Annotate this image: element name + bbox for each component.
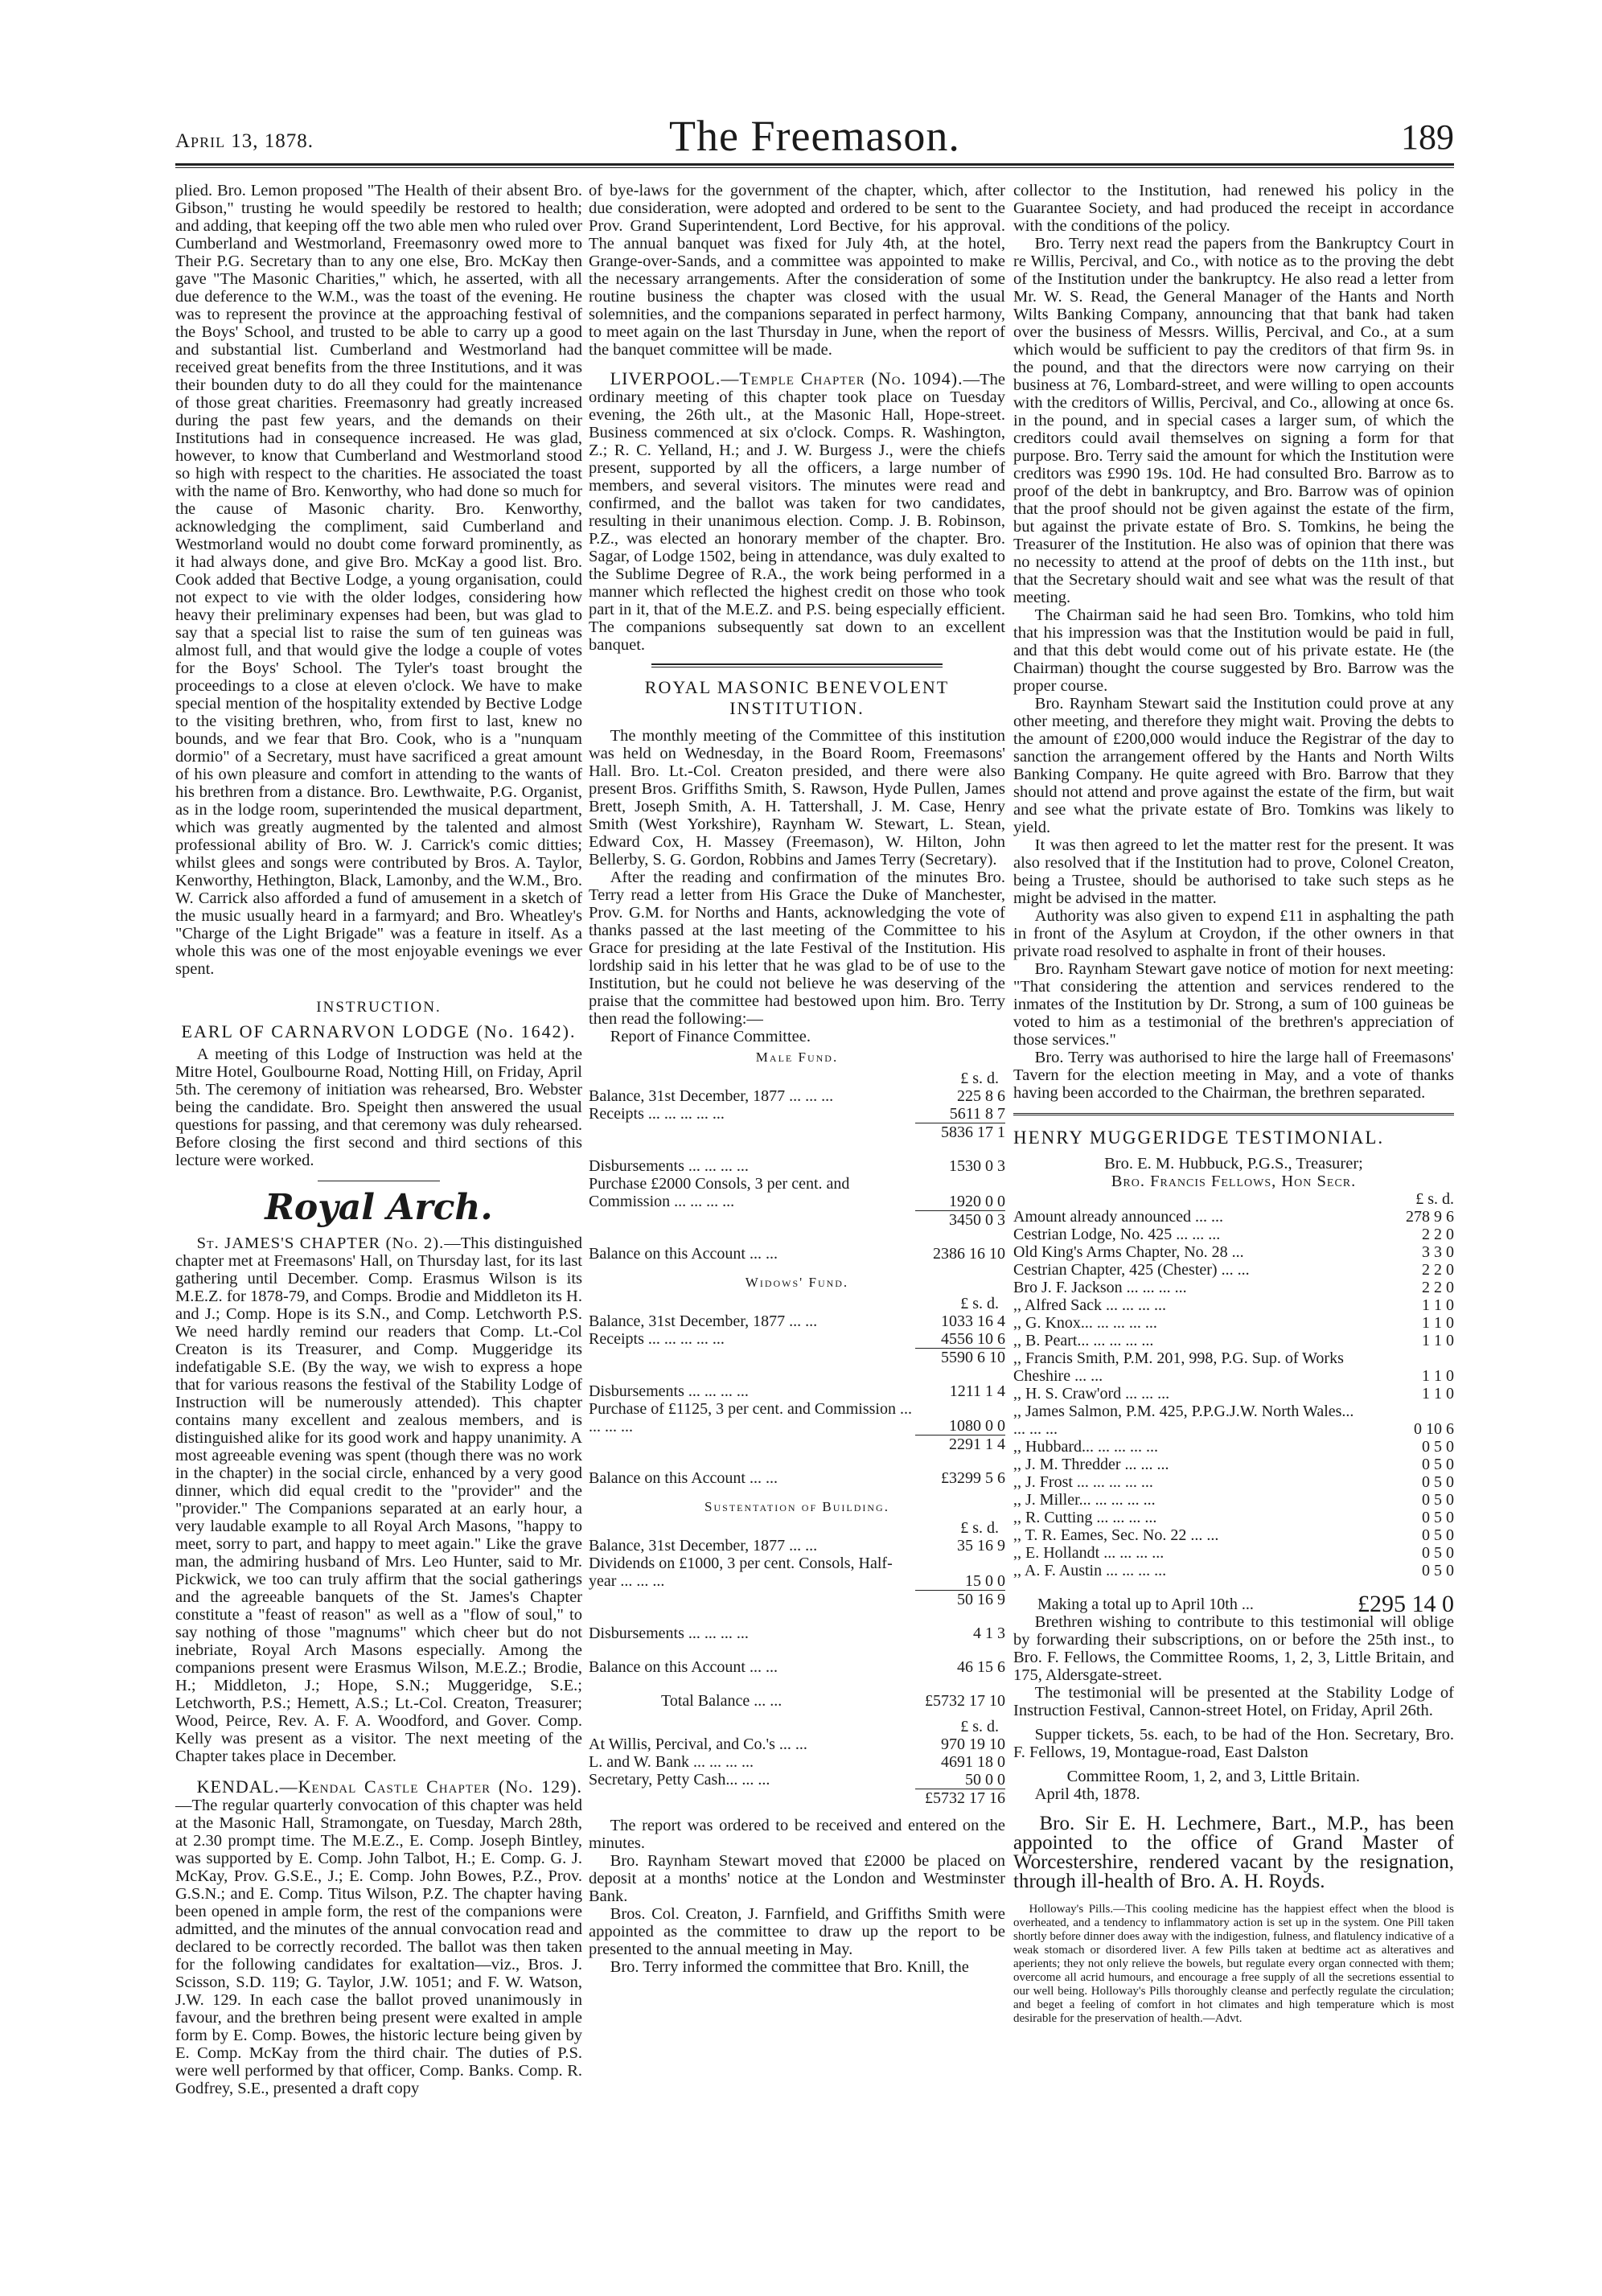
issue-date: April 13, 1878. bbox=[175, 130, 314, 152]
table-row: ,, Alfred Sack ... ... ... ... 1 1 0 bbox=[1013, 1296, 1454, 1314]
rmbi-paragraph: The Chairman said he had seen Bro. Tomkins, who told him that his impression was that the Institution would be paid in full, and that this debt would come out of his private estate. He (the Chairman) thought the course suggested by Bro. Barrow was the proper course. bbox=[1013, 606, 1454, 695]
holloway-advertisement: Holloway's Pills.—This cooling medicine has the happiest effect when the blood is overheated, and a tendency to inflammatory action is set up in the system. One Pill taken shortly before dinner does away with the indigestion, fulness, and flatulency indicative of a weak stomach or disordered liver. A few Pills taken at bedtime act as alteratives and aperients; they not only relieve the bowels, but regulate every organ connected with them; overcome all acrid humours, and encourage a free supply of all the secretions essential to our well being. Holloway's Pills thoroughly cleanse and perfectly regulate the circulation; and beget a feeling of comfort in hot climates and high temperature which is most desirable for the preservation of health.—Advt. bbox=[1013, 1903, 1454, 2025]
rmbi-after-1: The report was ordered to be received and entered on the minutes. bbox=[589, 1816, 1005, 1852]
subtotal-row: 50 16 9 bbox=[589, 1590, 1005, 1608]
testimonial-text: The testimonial will be presented at the Stability Lodge of Instruction Festival, Cannon-street Hotel, on Friday, April 26th. bbox=[1013, 1684, 1454, 1719]
kendal-heading: KENDAL.—Kendal Castle Chapter (No. 129). bbox=[196, 1776, 582, 1797]
table-row: Receipts ... ... ... ... ... 5611 8 7 bbox=[589, 1105, 1005, 1123]
treasurer-line: Bro. E. M. Hubbuck, P.G.S., Treasurer; bbox=[1104, 1155, 1363, 1173]
table-row: ,, B. Peart... ... ... ... ... 1 1 0 bbox=[1013, 1332, 1454, 1349]
table-row: At Willis, Percival, and Co.'s ... ... 970 19 10 bbox=[589, 1735, 1005, 1753]
subtotal-row: 2291 1 4 bbox=[589, 1436, 1005, 1454]
currency-header: £ s. d. bbox=[960, 1519, 999, 1537]
double-rule bbox=[651, 663, 943, 667]
table-row: Disbursements ... ... ... ... 4 1 3 bbox=[589, 1624, 1005, 1642]
rmbi-paragraph: Bro. Raynham Stewart said the Institution could prove at any other meeting, and therefore they might wait. Proving the debts to the amount of £200,000 would induce the Registrar of the day to sanction the arrangement offered by the Hants and North Wilts Banking Company. He quite agreed with Bro. Barrow that they should not attend and prove against the estate of the firm, but wait and see what the private estate of Bro. Tomkins was likely to yield. bbox=[1013, 695, 1454, 836]
table-row: Receipts ... ... ... ... ... 4556 10 6 bbox=[589, 1329, 1005, 1348]
testimonial-table bbox=[1013, 1208, 1454, 1617]
rmbi-paragraph-1: The monthly meeting of the Committee of this institution was held on Wednesday, in the Board Room, Freemasons' Hall. Bro. Lt.-Col. Creaton presided, and there were also present Bros. Griffiths Smith, S. Rawson, Hyde Pullen, James Brett, Joseph Smith, A. H. Tattershall, J. M. Case, Henry Smith (West Yorkshire), Raynham W. Stewart, L. Stean, Edward Cox, H. Massey (Freemason), W. Hilton, John Bellerby, S. G. Gordon, Robbins and James Terry (Secretary). bbox=[589, 727, 1005, 869]
column-1 bbox=[175, 182, 582, 2097]
table-row: Cestrian Chapter, 425 (Chester) ... ... 2 2 0 bbox=[1013, 1261, 1454, 1279]
rmbi-paragraph: It was then agreed to let the matter rest for the present. It was also resolved that if the Institution had to prove, Colonel Creaton, being a Trustee, should be authorised to take such steps as he might be advised in the matter. bbox=[1013, 836, 1454, 907]
subtotal-row: £5732 17 16 bbox=[589, 1789, 1005, 1807]
rmbi-paragraph: Authority was also given to expend £11 in asphalting the path in front of the Asylum at Croydon, if the other owners in that private road resolved to asphalte in front of their houses. bbox=[1013, 907, 1454, 960]
newspaper-title: The Freemason. bbox=[669, 112, 960, 160]
table-row: ,, J. Miller... ... ... ... ... 0 5 0 bbox=[1013, 1491, 1454, 1509]
subtotal-row: 5590 6 10 bbox=[589, 1348, 1005, 1366]
carnarvon-text: A meeting of this Lodge of Instruction was held at the Mitre Hotel, Goulbourne Road, Notting Hill, on Friday, April 5th. The ceremony of initiation was rehearsed, Bro. Webster being the candidate. Bro. Speight then answered the usual questions for passing, and that ceremony was duly rehearsed. Before closing the first second and third sections of this lecture were worked. bbox=[175, 1045, 582, 1169]
total-row: Making a total up to April 10th ... £295 14 0 bbox=[1037, 1591, 1454, 1617]
kendal-continuation: of bye-laws for the government of the chapter, which, after due consideration, were adopted and ordered to be sent to the Prov. Grand Superintendent, Lord Bective, for his approval. The annual banquet was fixed for July 4th, at the hotel, Grange-over-Sands, and a committee was appointed to make the necessary arrangements. After the consideration of some routine business the chapter was closed with the usual solemnities, and the companions separated in perfect harmony, to meet again on the last Thursday in June, when the report of the banquet committee will be made. bbox=[589, 182, 1005, 359]
balance-row: Balance on this Account ... ... 46 15 6 bbox=[589, 1657, 1005, 1676]
double-rule bbox=[1013, 1113, 1454, 1118]
table-row: ,, G. Knox... ... ... ... ... 1 1 0 bbox=[1013, 1314, 1454, 1332]
instruction-heading: INSTRUCTION. bbox=[316, 999, 442, 1016]
table-row: Old King's Arms Chapter, No. 28 ... 3 3 0 bbox=[1013, 1243, 1454, 1261]
masthead-rule-thin bbox=[175, 167, 1454, 168]
table-row: ,, Francis Smith, P.M. 201, 998, P.G. Sup. of Works Cheshire ... ... 1 1 0 bbox=[1013, 1349, 1454, 1385]
column-3 bbox=[1013, 182, 1454, 2026]
widows-fund-table bbox=[589, 1312, 1005, 1488]
table-row: Disbursements ... ... ... ... 1211 1 4 bbox=[589, 1382, 1005, 1400]
report-label: Report of Finance Committee. bbox=[610, 1028, 811, 1045]
currency-header: £ s. d. bbox=[960, 1294, 999, 1312]
lechmere-notice: Bro. Sir E. H. Lechmere, Bart., M.P., has been appointed to the office of Grand Master of Worcestershire, rendered vacant by the resignation, through ill-health of Bro. A. H. Royds. bbox=[1013, 1813, 1454, 1892]
male-fund-table bbox=[589, 1087, 1005, 1263]
carnarvon-heading: EARL OF CARNARVON LODGE (No. 1642). bbox=[181, 1021, 577, 1041]
rmbi-paragraph-2: After the reading and confirmation of the minutes Bro. Terry read a letter from His Grace the Duke of Manchester, Prov. G.M. for Norths and Hants, acknowledging the vote of thanks passed at the last meeting of the Committee to his Grace for presiding at the late Festival of the Institution. His lordship said in his letter that he was glad to be of use to the Institution, but he could not believe he was deserving of the praise that the committee had bestowed upon him. Bro. Terry then read the following:— bbox=[589, 869, 1005, 1028]
table-row: Dividends on £1000, 3 per cent. Consols, Half-year ... ... ... 15 0 0 bbox=[589, 1555, 1005, 1590]
table-row: ,, H. S. Craw'ord ... ... ... 1 1 0 bbox=[1013, 1385, 1454, 1403]
table-row: Balance, 31st December, 1877 ... ... ... 225 8 6 bbox=[589, 1087, 1005, 1105]
masthead-rule bbox=[175, 163, 1454, 166]
testimonial-date: April 4th, 1878. bbox=[1034, 1785, 1140, 1803]
secretary-line: Bro. Francis Fellows, Hon Secr. bbox=[1111, 1173, 1357, 1190]
currency-header: £ s. d. bbox=[960, 1070, 999, 1087]
table-row: Balance, 31st December, 1877 ... ... 35 16 9 bbox=[589, 1537, 1005, 1555]
total-balance-row: Total Balance ... ... £5732 17 10 bbox=[661, 1691, 1005, 1710]
balance-row: Balance on this Account ... ... 2386 16 10 bbox=[589, 1244, 1005, 1263]
table-row: ,, E. Hollandt ... ... ... ... 0 5 0 bbox=[1013, 1544, 1454, 1562]
bank-table bbox=[589, 1735, 1005, 1807]
testimonial-text: Supper tickets, 5s. each, to be had of the Hon. Secretary, Bro. F. Fellows, 19, Montague-road, East Dalston bbox=[1013, 1726, 1454, 1761]
subtotal-row: 3450 0 3 bbox=[589, 1210, 1005, 1229]
table-row: Secretary, Petty Cash... ... ... 50 0 0 bbox=[589, 1770, 1005, 1789]
table-row: Bro J. F. Jackson ... ... ... ... 2 2 0 bbox=[1013, 1279, 1454, 1296]
table-row: Purchase of £1125, 3 per cent. and Commission ... ... ... ... 1080 0 0 bbox=[589, 1399, 1005, 1436]
liverpool-text: —The ordinary meeting of this chapter took place on Tuesday evening, the 26th ult., at the Masonic Hall, Hope-street. Business commenced at six o'clock. Comps. R. Washington, Z.; R. C. Yelland, H.; and J. W. Burgess J., were the chiefs present, supported by all the officers, a large number of members, and several visitors. The minutes were read and confirmed, and the ballot was taken for two candidates, resulting in their unanimous election. Comp. J. B. Robinson, P.Z., was elected an honorary member of the chapter. Bro. Sagar, of Lodge 1502, being in attendance, was duly exalted to the Sublime Degree of R.A., the work being performed in a manner which reflected the highest credit on those who took part in it, that of the M.E.Z. and P.S. being especially efficient. The companions subsequently sat down to an excellent banquet. bbox=[589, 371, 1005, 654]
column-2 bbox=[589, 182, 1005, 1976]
currency-header: £ s. d. bbox=[1415, 1190, 1454, 1208]
royal-arch-heading: Royal Arch. bbox=[265, 1187, 493, 1228]
table-row: ,, R. Cutting ... ... ... ... 0 5 0 bbox=[1013, 1509, 1454, 1526]
masthead bbox=[175, 113, 1454, 161]
balance-row: Balance on this Account ... ... £3299 5 6 bbox=[589, 1469, 1005, 1487]
table-row: ,, J. Frost ... ... ... ... ... 0 5 0 bbox=[1013, 1473, 1454, 1491]
testimonial-text: Committee Room, 1, 2, and 3, Little Britain. bbox=[1066, 1768, 1361, 1785]
widows-fund-heading: Widows' Fund. bbox=[745, 1274, 849, 1290]
table-row: ,, J. M. Thredder ... ... ... 0 5 0 bbox=[1013, 1456, 1454, 1473]
st-james-heading: St. JAMES'S CHAPTER (No. 2). bbox=[196, 1234, 445, 1252]
kendal-text: —The regular quarterly convocation of this chapter was held at the Masonic Hall, Stramongate, on Tuesday, March 28th, at 2.30 prompt time. The M.E.Z., E. Comp. Joseph Bintley, was supported by E. Comp. John Talbot, H.; E. Comp. G. J. McKay, Prov. G.S.E., J.; E. Comp. John Bowes, P.Z., Prov. G.S.N.; and E. Comp. Titus Wilson, P.Z. The chapter having been opened in ample form, the rest of the companions were admitted, and the minutes of the annual convocation read and declared to be correctly recorded. The ballot was then taken for the following candidates for exaltation—viz., Bros. J. Scisson, S.D. 119; G. Taylor, J.W. 1051; and F. W. Watson, J.W. 129. In each case the ballot proved unanimously in favour, and the brethren being present were exalted in ample form by E. Comp. Bowes, the historic lecture being given by E. Comp. McKay from the third chair. The duties of P.S. were well performed by that officer, Comp. Banks. Comp. R. Godfrey, S.E., presented a draft copy bbox=[175, 1797, 582, 2097]
rmbi-after-2: Bro. Raynham Stewart moved that £2000 be placed on deposit at a months' notice at the London and Westminster Bank. bbox=[589, 1851, 1005, 1905]
rmbi-paragraph: Bro. Raynham Stewart gave notice of motion for next meeting: "That considering the attention and services rendered to the inmates of the Institution by Dr. Strong, a sum of 100 guineas be voted to him as a testimonial of the brethren's appreciation of those services." bbox=[1013, 960, 1454, 1049]
table-row: Purchase £2000 Consols, 3 per cent. and Commission ... ... ... ... 1920 0 0 bbox=[589, 1175, 1005, 1210]
testimonial-heading: HENRY MUGGERIDGE TESTIMONIAL. bbox=[1013, 1127, 1385, 1148]
rmbi-after-4: Bro. Terry informed the committee that Bro. Knill, the bbox=[610, 1957, 969, 1976]
testimonial-text: Brethren wishing to contribute to this testimonial will oblige by forwarding their subscriptions, on or before the 25th inst., to Bro. F. Fellows, the Committee Rooms, 1, 2, 3, Little Britain, and 175, Aldersgate-street. bbox=[1013, 1613, 1454, 1684]
table-row: ,, Hubbard... ... ... ... ... 0 5 0 bbox=[1013, 1438, 1454, 1456]
table-row: Disbursements ... ... ... ... 1530 0 3 bbox=[589, 1157, 1005, 1175]
male-fund-heading: Male Fund. bbox=[755, 1049, 839, 1065]
subtotal-row: 5836 17 1 bbox=[589, 1123, 1005, 1142]
rmbi-paragraph: Bro. Terry was authorised to hire the large hall of Freemasons' Tavern for the election meeting in May, and a vote of thanks having been accorded to the Chairman, the brethren separated. bbox=[1013, 1049, 1454, 1102]
table-row: ,, T. R. Eames, Sec. No. 22 ... ... 0 5 0 bbox=[1013, 1526, 1454, 1544]
table-row: ,, James Salmon, P.M. 425, P.P.G.J.W. North Wales... ... ... ... 0 10 6 bbox=[1013, 1403, 1454, 1438]
sustentation-table bbox=[589, 1537, 1005, 1710]
table-row: Cestrian Lodge, No. 425 ... ... ... 2 2 0 bbox=[1013, 1226, 1454, 1243]
table-row: L. and W. Bank ... ... ... ... 4691 18 0 bbox=[589, 1752, 1005, 1771]
sustentation-heading: Sustentation of Building. bbox=[704, 1499, 889, 1514]
rmbi-after-3: Bros. Col. Creaton, J. Farnfield, and Griffiths Smith were appointed as the committee to draw up the report to be presented to the annual meeting in May. bbox=[589, 1904, 1005, 1958]
rmbi-heading: ROYAL MASONIC BENEVOLENT INSTITUTION. bbox=[644, 677, 950, 718]
rmbi-continuation: collector to the Institution, had renewed his policy in the Guarantee Society, and had produced the receipt in accordance with the conditions of the policy. bbox=[1013, 182, 1454, 235]
st-james-text: —This distinguished chapter met at Freemasons' Hall, on Thursday last, for its last gathering until December. Comp. Erasmus Wilson is its M.E.Z. for 1878-79, and Comps. Brodie and Middleton its H. and J.; Comp. Hope is its S.N., and Comp. Letchworth P.S. We need hardly remind our readers that Comp. Lt.-Col Creaton is its Treasurer, and Comp. Muggeridge its indefatigable S.E. (By the way, we wish to express a hope that for various reasons the festival of the Stability Lodge of Instruction will be numerously attended). This chapter contains many excellent and zealous members, and is distinguished alike for its good work and happy unanimity. A most agreeable evening was spent (though there was no work in the chapter) in the social circle, enhanced by a very good dinner, which did equal credit to the "provider" and the "provider." The Companions separated at an early hour, a very laudable example to all Royal Arch Masons, "happy to meet, sorry to part, and happy to meet again." Like the grave man, the admiring husband of Mrs. Leo Hunter, said to Mr. Pickwick, we too can truly affirm that the social gatherings and the agreeable banquets of the St. James's Chapter constitute a "feast of reason" as well as a "flow of soul," to say nothing of those "magnums" which cheer but do not inebriate, Royal Arch Masons especially. Among the companions present were Erasmus Wilson, M.E.Z.; Brodie, H.; Middleton, J.; Hope, S.N.; Muggeridge, S.E.; Letchworth, P.S.; Hemett, A.S.; Lt.-Col. Creaton, Treasurer; Wood, Peirce, Rev. A. F. A. Woodford, and Gover. Comp. Kelly was present as a visitor. The next meeting of the Chapter takes place in December. bbox=[175, 1234, 582, 1765]
liverpool-heading: LIVERPOOL.—Temple Chapter (No. 1094). bbox=[610, 368, 963, 388]
currency-header: £ s. d. bbox=[960, 1717, 999, 1735]
article-continuation: plied. Bro. Lemon proposed "The Health of their absent Bro. Gibson," trusting he would speedily be restored to health; and adding, that keeping off the two able men who ruled over Cumberland and Westmorland, Freemasonry owed more to Their P.G. Secretary than to any one else, Bro. McKay then gave "The Masonic Charities," which, he asserted, with all due deference to the W.M., was the toast of the evening. He was to represent the province at the approaching festival of the Boys' School, and trusted to be able to carry up a good and substantial list. Cumberland and Westmorland had received great benefits from the three Institutions, and it was their bounden duty to do all they could for the maintenance of those great charities. Freemasonry had greatly increased during the past few years, and the demands on their Institutions had in consequence increased. He was glad, however, to know that Cumberland and Westmorland stood so high with respect to the charities. He associated the toast with the name of Bro. Kenworthy, who had done so much for the cause of Masonic charity. Bro. Kenworthy, acknowledging the compliment, said Cumberland and Westmorland would no doubt come forward prominently, as it had always done, and give Bro. McKay a good list. Bro. Cook added that Bective Lodge, a young organisation, could not expect to vie with the older lodges, considering how heavy their preliminary expenses had been, but was glad to say that a special list to raise the sum of ten guineas was almost full, and that would give the lodge a couple of votes for the Boys' School. The Tyler's toast brought the proceedings to a close at eleven o'clock. We have to make special mention of the hospitality extended by Bective Lodge to the visiting brethren, who, from first to last, knew no bounds, and we fear that Bro. Cook, who is a "nunquam dormio" of a Secretary, must have sacrificed a great amount of his own pleasure and comfort in attending to the wants of his brethren from a distance. Bro. Lewthwaite, P.G. Organist, as in the lodge room, superintended the musical department, which was greatly augmented by the talented and almost professional ability of Bro. W. J. Carrick's comic ditties; whilst glees and songs were contributed by Bros. A. Taylor, Kenworthy, Hethington, Black, Lamonby, and the W.M., Bro. W. Carrick also afforded a fund of amusement in a sketch of the music usually heard in a farmyard; and Bro. Wheatley's "Charge of the Light Brigade" was a feature in itself. As a whole this was one of the most enjoyable evenings we ever spent. bbox=[175, 182, 582, 978]
table-row: ,, A. F. Austin ... ... ... ... 0 5 0 bbox=[1013, 1562, 1454, 1579]
page-number: 189 bbox=[1401, 117, 1454, 157]
table-row: Balance, 31st December, 1877 ... ... 1033 16 4 bbox=[589, 1312, 1005, 1330]
table-row: Amount already announced ... ... 278 9 6 bbox=[1013, 1208, 1454, 1226]
rmbi-paragraph: Bro. Terry next read the papers from the Bankruptcy Court in re Willis, Percival, and Co., with notice as to the proving the debt of the Institution under the bankruptcy. He also read a letter from Mr. W. S. Read, the General Manager of the Hants and North Wilts Banking Company, announcing that that bank had taken over the business of Messrs. Willis, Percival, and Co., at a sum which would be sufficient to pay the creditors of that firm 9s. in the pound, and that the directors were now carrying on their business at 76, Lombard-street, and were willing to open accounts with the creditors of Willis, Percival, and Co., allowing at once 6s. in the pound, and in special cases a larger sum, of which the creditors could avail themselves on signing a form for that purpose. Bro. Terry said the amount for which the Institution were creditors was £990 19s. 10d. He had consulted Bro. Barrow as to proof of the debt in bankruptcy, and Bro. Barrow was of opinion that the proof should not be given against the estate of the firm, but against the private estate of Bro. S. Tomkins, he being the Treasurer of the Institution. He also was of opinion that there was no necessity to attend at the proof of debts on the 11th inst., but that the Secretary should wait and see what was the result of that meeting. bbox=[1013, 235, 1454, 606]
